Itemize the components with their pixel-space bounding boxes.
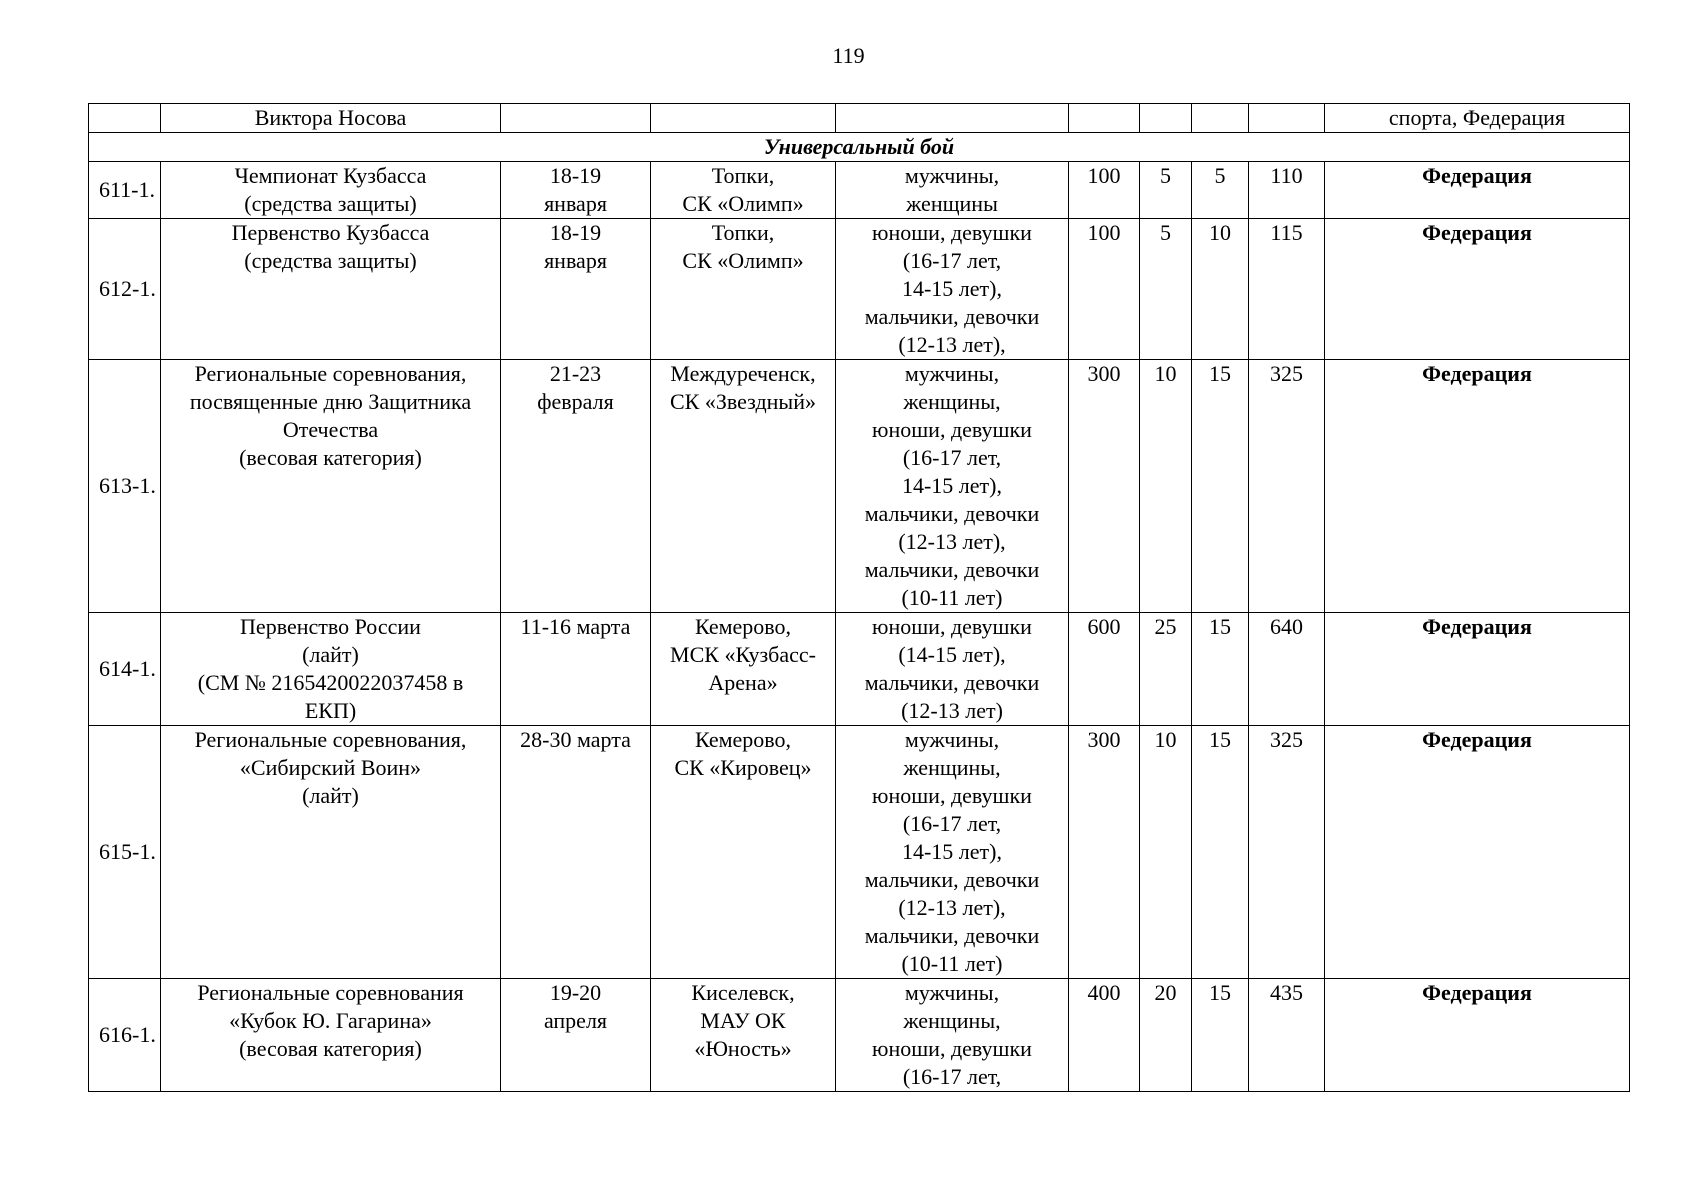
cell-coaches: 10	[1140, 726, 1192, 979]
cell-num: 611-1.	[89, 162, 161, 219]
cell-athletes: 600	[1069, 613, 1140, 726]
cell-place: Кемерово, МСК «Кузбасс- Арена»	[651, 613, 836, 726]
cell-judges: 15	[1192, 613, 1249, 726]
cell-total: 325	[1249, 360, 1325, 613]
cell-judges: 15	[1192, 360, 1249, 613]
cell-event-name: Первенство России (лайт) (СМ № 2165420022037458 в ЕКП)	[161, 613, 501, 726]
section-title: Универсальный бой	[89, 133, 1630, 162]
cell-num	[89, 104, 161, 133]
cell-num: 616-1.	[89, 979, 161, 1092]
cell-coaches: 20	[1140, 979, 1192, 1092]
cell-judges: 15	[1192, 979, 1249, 1092]
table-row	[89, 726, 1630, 979]
cell-participants: юноши, девушки (16-17 лет, 14-15 лет), мальчики, девочки (12-13 лет),	[836, 219, 1069, 360]
cell-participants: мужчины, женщины, юноши, девушки (16-17 лет, 14-15 лет), мальчики, девочки (12-13 лет), мальчики, девочки (10-11 лет)	[836, 360, 1069, 613]
cell-coaches: 5	[1140, 219, 1192, 360]
cell-num: 614-1.	[89, 613, 161, 726]
cell-athletes: 300	[1069, 360, 1140, 613]
table-row	[89, 979, 1630, 1092]
cell-athletes: 100	[1069, 219, 1140, 360]
cell-organizer: Федерация	[1325, 219, 1630, 360]
cell-dates: 21-23 февраля	[501, 360, 651, 613]
cell-dates: 28-30 марта	[501, 726, 651, 979]
cell-participants: мужчины, женщины, юноши, девушки (16-17 лет,	[836, 979, 1069, 1092]
cell-place: Топки, СК «Олимп»	[651, 162, 836, 219]
cell-athletes: 100	[1069, 162, 1140, 219]
cell-coaches: 25	[1140, 613, 1192, 726]
cell-athletes	[1069, 104, 1140, 133]
cell-coaches: 5	[1140, 162, 1192, 219]
table-row	[89, 360, 1630, 613]
cell-event-name: Региональные соревнования, «Сибирский Воин» (лайт)	[161, 726, 501, 979]
cell-total	[1249, 104, 1325, 133]
cell-num: 612-1.	[89, 219, 161, 360]
cell-judges: 5	[1192, 162, 1249, 219]
cell-dates: 18-19 января	[501, 219, 651, 360]
cell-num: 613-1.	[89, 360, 161, 613]
cell-total: 325	[1249, 726, 1325, 979]
cell-participants: юноши, девушки (14-15 лет), мальчики, девочки (12-13 лет)	[836, 613, 1069, 726]
table-row	[89, 613, 1630, 726]
cell-coaches: 10	[1140, 360, 1192, 613]
cell-total: 110	[1249, 162, 1325, 219]
cell-dates: 11-16 марта	[501, 613, 651, 726]
cell-organizer: Федерация	[1325, 613, 1630, 726]
cell-athletes: 400	[1069, 979, 1140, 1092]
table-row	[89, 162, 1630, 219]
cell-organizer: Федерация	[1325, 979, 1630, 1092]
cell-event-name: Виктора Носова	[161, 104, 501, 133]
cell-place: Междуреченск, СК «Звездный»	[651, 360, 836, 613]
page-number: 119	[832, 43, 865, 68]
continuation-row	[89, 104, 1630, 133]
cell-dates	[501, 104, 651, 133]
cell-participants: мужчины, женщины	[836, 162, 1069, 219]
cell-event-name: Чемпионат Кузбасса (средства защиты)	[161, 162, 501, 219]
cell-place	[651, 104, 836, 133]
events-table	[88, 103, 1630, 1092]
cell-judges	[1192, 104, 1249, 133]
cell-organizer: Федерация	[1325, 360, 1630, 613]
cell-event-name: Первенство Кузбасса (средства защиты)	[161, 219, 501, 360]
cell-num: 615-1.	[89, 726, 161, 979]
section-header-row	[89, 133, 1630, 162]
cell-coaches	[1140, 104, 1192, 133]
table-row	[89, 219, 1630, 360]
cell-dates: 19-20 апреля	[501, 979, 651, 1092]
cell-place: Топки, СК «Олимп»	[651, 219, 836, 360]
cell-organizer: Федерация	[1325, 726, 1630, 979]
cell-total: 640	[1249, 613, 1325, 726]
cell-athletes: 300	[1069, 726, 1140, 979]
cell-place: Киселевск, МАУ ОК «Юность»	[651, 979, 836, 1092]
cell-place: Кемерово, СК «Кировец»	[651, 726, 836, 979]
cell-event-name: Региональные соревнования, посвященные дню Защитника Отечества (весовая категория)	[161, 360, 501, 613]
cell-judges: 10	[1192, 219, 1249, 360]
cell-total: 115	[1249, 219, 1325, 360]
cell-organizer: спорта, Федерация	[1325, 104, 1630, 133]
cell-dates: 18-19 января	[501, 162, 651, 219]
cell-total: 435	[1249, 979, 1325, 1092]
cell-participants: мужчины, женщины, юноши, девушки (16-17 лет, 14-15 лет), мальчики, девочки (12-13 лет), мальчики, девочки (10-11 лет)	[836, 726, 1069, 979]
cell-event-name: Региональные соревнования «Кубок Ю. Гагарина» (весовая категория)	[161, 979, 501, 1092]
cell-participants	[836, 104, 1069, 133]
cell-judges: 15	[1192, 726, 1249, 979]
cell-organizer: Федерация	[1325, 162, 1630, 219]
